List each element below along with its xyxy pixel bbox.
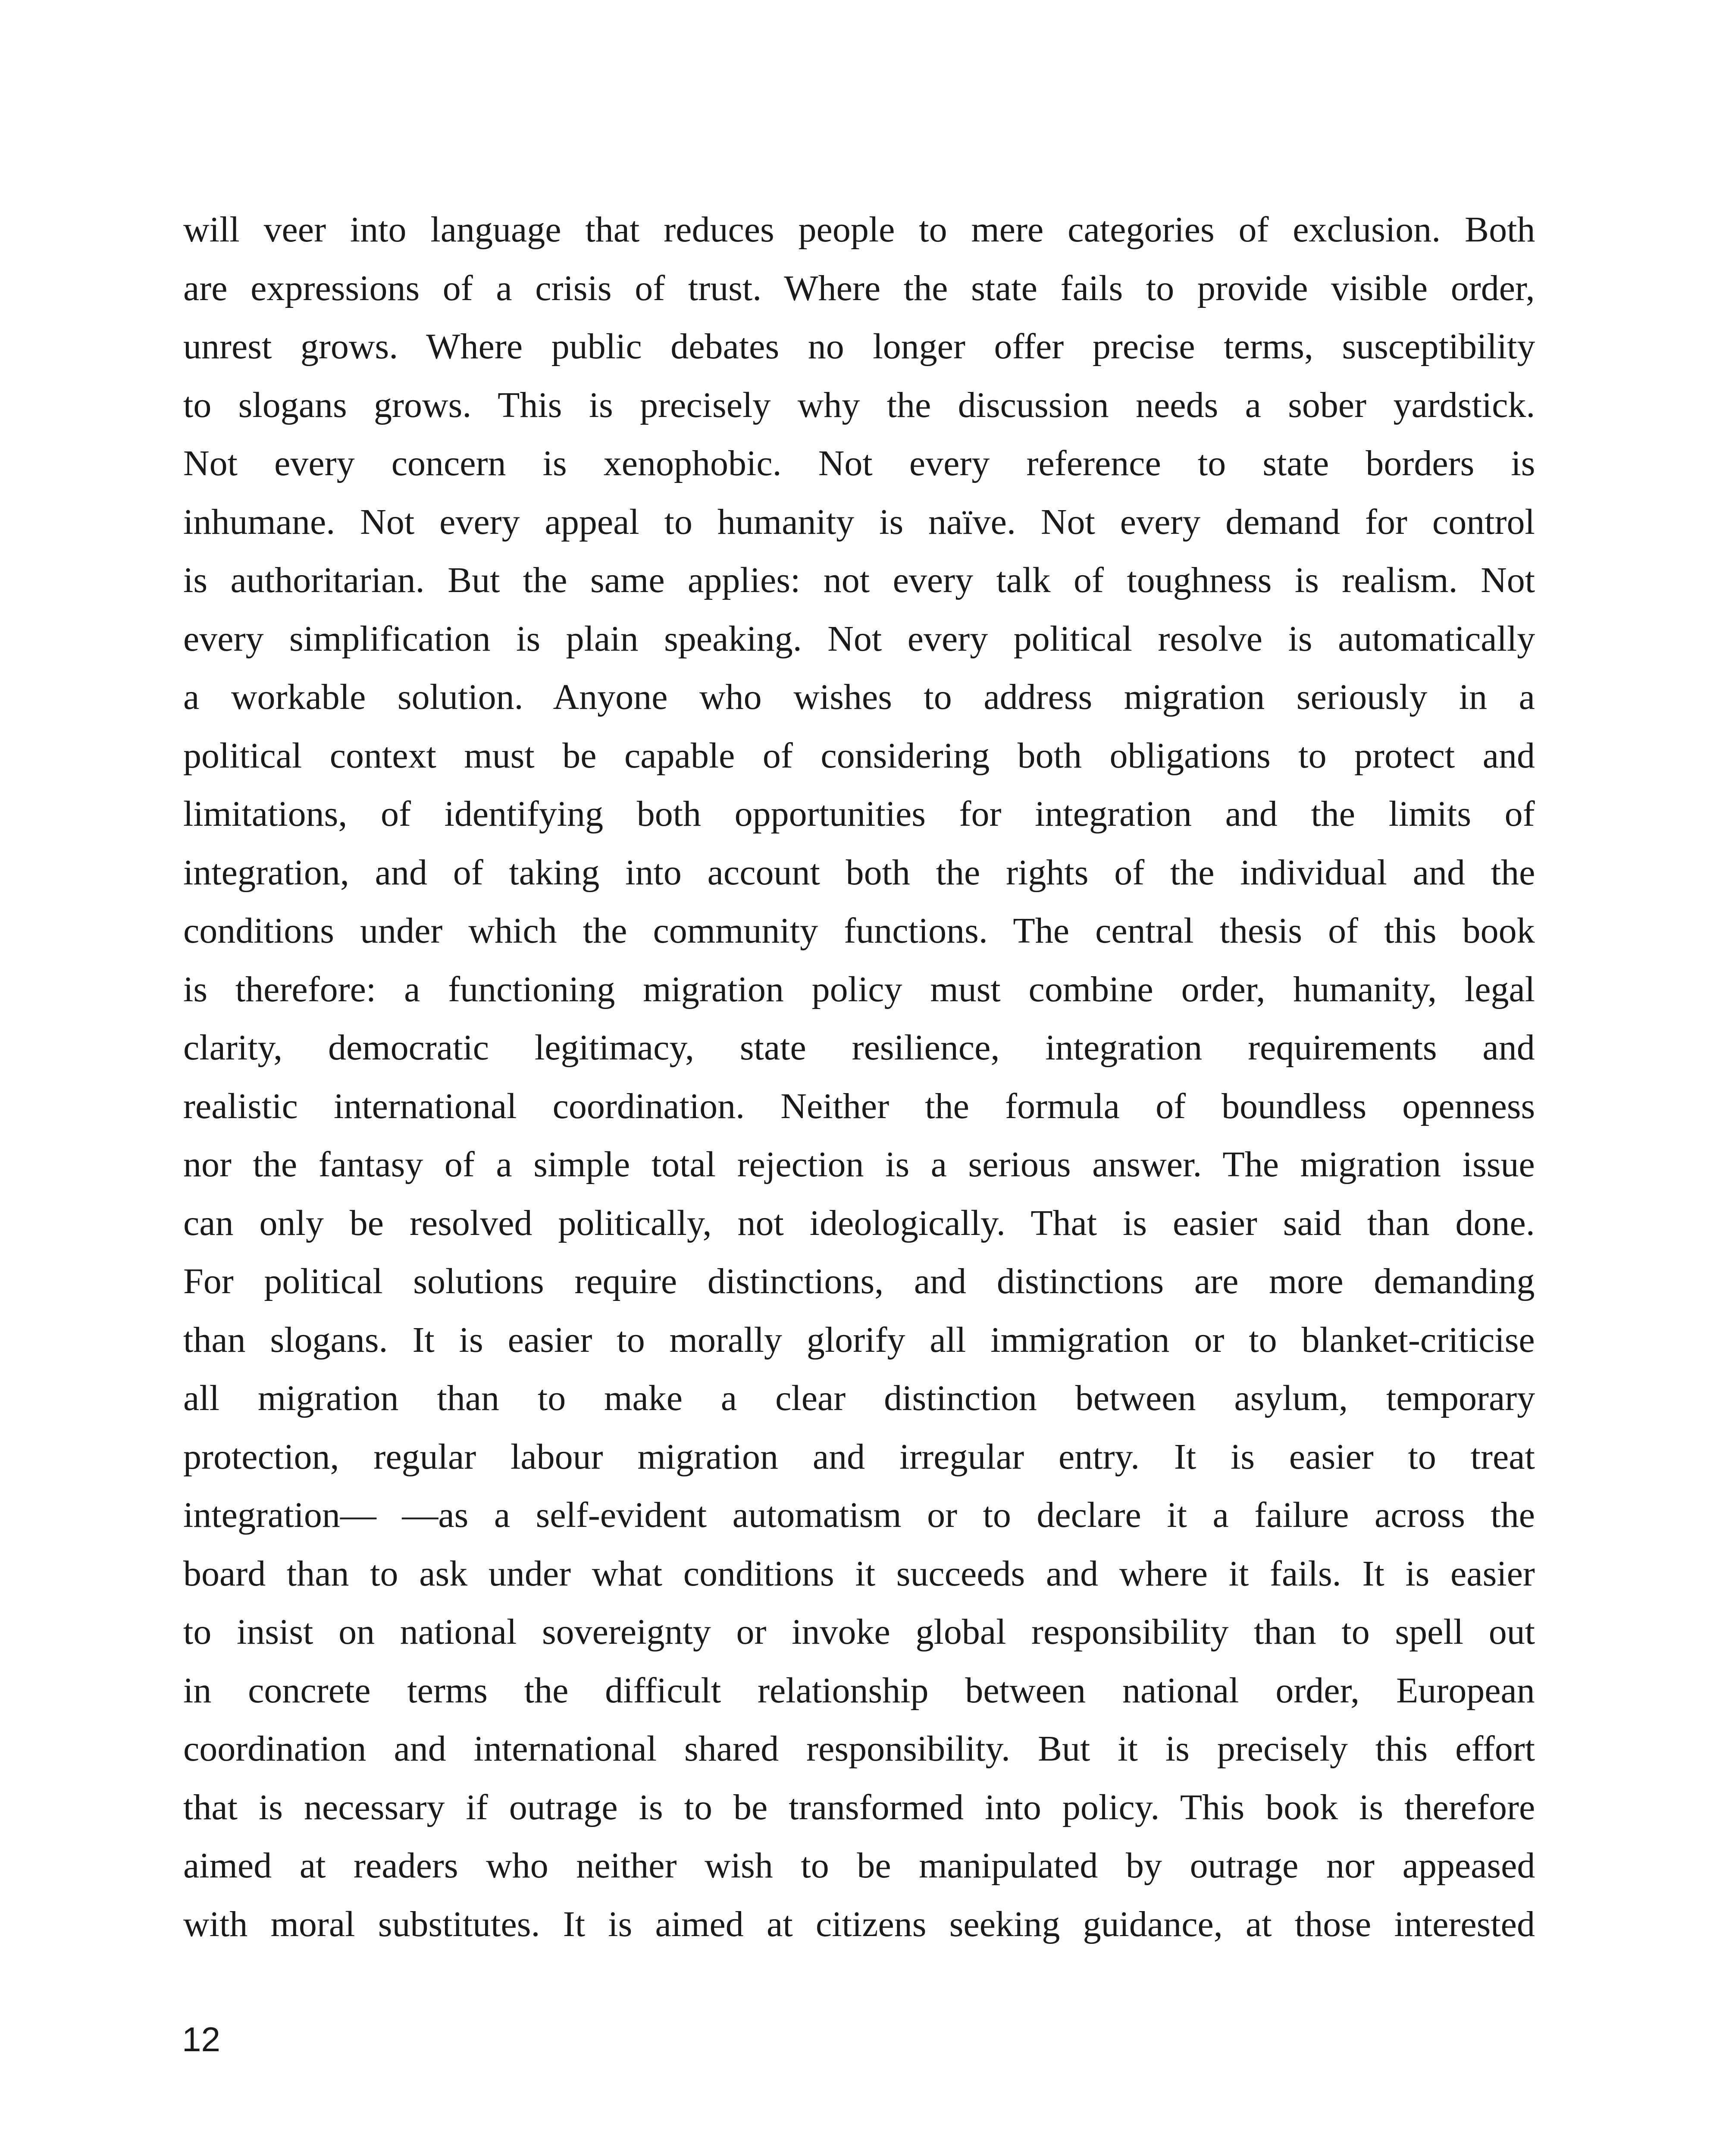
text-line: protection, regular labour migration and irregular entry. It is easier to treat (183, 1436, 1535, 1477)
text-line: limitations, of identifying both opportunities for integration and the limits of (183, 794, 1535, 834)
text-line: a workable solution. Anyone who wishes to address migration seriously in a (183, 677, 1535, 717)
text-line: is therefore: a functioning migration policy must combine order, humanity, legal (183, 969, 1535, 1009)
text-line: aimed at readers who neither wish to be manipulated by outrage nor appeased (183, 1846, 1535, 1886)
text-line: in concrete terms the difficult relationship between national order, European (183, 1670, 1535, 1711)
text-line: every simplification is plain speaking. Not every political resolve is automatically (183, 618, 1535, 659)
text-line: conditions under which the community functions. The central thesis of this book (183, 911, 1535, 951)
text-line: can only be resolved politically, not ideologically. That is easier said than done. (183, 1203, 1535, 1243)
text-line: to insist on national sovereignty or invoke global responsibility than to spell out (183, 1612, 1535, 1652)
text-line: Not every concern is xenophobic. Not every reference to state borders is (183, 443, 1535, 483)
text-line: realistic international coordination. Neither the formula of boundless openness (183, 1086, 1535, 1126)
text-line: than slogans. It is easier to morally glorify all immigration or to blanket-criticise (183, 1319, 1535, 1360)
text-line: all migration than to make a clear distinction between asylum, temporary (183, 1378, 1535, 1418)
text-line: is authoritarian. But the same applies: not every talk of toughness is realism. Not (183, 560, 1535, 600)
text-line: to slogans grows. This is precisely why the discussion needs a sober yardstick. (183, 385, 1535, 425)
text-line: For political solutions require distinctions, and distinctions are more demanding (183, 1261, 1535, 1301)
body-paragraph (183, 201, 1535, 1953)
text-line: are expressions of a crisis of trust. Where the state fails to provide visible order, (183, 268, 1535, 308)
text-line: political context must be capable of considering both obligations to protect and (183, 735, 1535, 776)
page-number: 12 (182, 2020, 220, 2059)
text-line: integration— —as a self-evident automatism or to declare it a failure across the (183, 1495, 1535, 1535)
text-line: with moral substitutes. It is aimed at citizens seeking guidance, at those interested (183, 1904, 1535, 1944)
text-line: clarity, democratic legitimacy, state resilience, integration requirements and (183, 1028, 1535, 1068)
text-line: that is necessary if outrage is to be transformed into policy. This book is therefore (183, 1787, 1535, 1827)
text-line: inhumane. Not every appeal to humanity is naïve. Not every demand for control (183, 501, 1535, 542)
text-line: integration, and of taking into account both the rights of the individual and the (183, 852, 1535, 893)
text-line: unrest grows. Where public debates no longer offer precise terms, susceptibility (183, 326, 1535, 367)
text-line: board than to ask under what conditions it succeeds and where it fails. It is easier (183, 1553, 1535, 1594)
text-line: nor the fantasy of a simple total rejection is a serious answer. The migration issue (183, 1144, 1535, 1185)
text-line: will veer into language that reduces people to mere categories of exclusion. Both (183, 210, 1535, 250)
text-line: coordination and international shared responsibility. But it is precisely this effort (183, 1729, 1535, 1769)
